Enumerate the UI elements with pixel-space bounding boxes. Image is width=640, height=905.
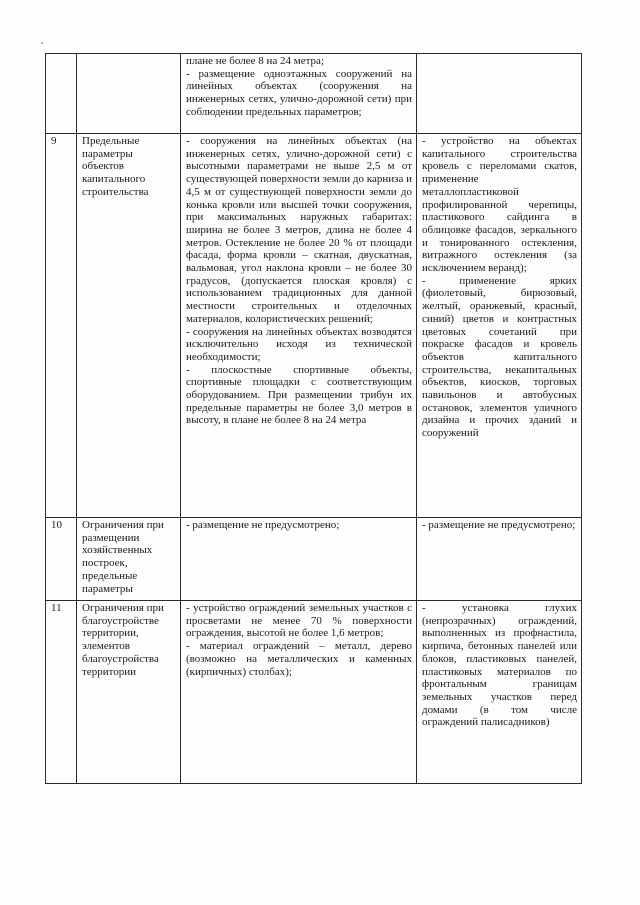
allowed-text-cell bbox=[181, 601, 417, 784]
row-number: 10 bbox=[46, 518, 77, 601]
cell-paragraph: - сооружения на линейных объектах возводятся исключительно исходя из технической необходимости; bbox=[186, 325, 412, 363]
row-title: Ограничения при благоустройстве территории, элементов благоустройства территории bbox=[77, 601, 181, 784]
cell-paragraph: - применение ярких (фиолетовый, бирюзовый, желтый, оранжевый, красный, синий) цветов и контрастных цветовых сочетаний при покраске фасадов и кровель объектов капитального строительства, некапитальных объектов, киосков, торговых павильонов и автобусных остановок, элементов уличного дизайна и прочих зданий и сооружений bbox=[422, 274, 577, 440]
restricted-text-cell bbox=[417, 54, 582, 134]
regulations-table bbox=[45, 53, 582, 784]
cell-paragraph: - материал ограждений – металл, дерево (возможно на металлических и каменных (кирпичных) столбах); bbox=[186, 640, 412, 678]
table-row bbox=[46, 601, 582, 784]
cell-paragraph: - размещение одноэтажных сооружений на линейных объектах (сооружения на инженерных сетях, улично-дорожной сети) при соблюдении предельных параметров; bbox=[186, 67, 412, 118]
table-row bbox=[46, 54, 582, 134]
row-number bbox=[46, 54, 77, 134]
cell-paragraph: - устройство ограждений земельных участков с просветами не менее 70 % поверхности ограждения, высотой не более 1,6 метров; bbox=[186, 602, 412, 640]
cell-paragraph: - сооружения на линейных объектах (на инженерных сетях, улично-дорожной сети) с высотными параметрами не выше 2,5 м от существующей поверхности земли до карниза и 4,5 м от существующей поверхности земли до конька кровли или высшей точки сооружения, при максимальных наружных габаритах: ширина не более 3 метров, длина не более 4 метров. Остекление не более 20 % от площади фасада, форма кровли – скатная, двускатная, вальмовая, угол наклона кровли – не более 30 градусов, (допускается плоская кровля) с использованием традиционных для данной местности строительных и отделочных материалов, колористических решений; bbox=[186, 135, 412, 325]
cell-paragraph: - установка глухих (непрозрачных) ограждений, выполненных из профнастила, кирпича, бетонных панелей или блоков, пластиковых панелей, пластиковых материалов по фронтальным границам земельных участков перед домами (в том числе ограждений палисадников) bbox=[422, 602, 577, 729]
row-title bbox=[77, 54, 181, 134]
restricted-text-cell bbox=[417, 601, 582, 784]
allowed-text-cell bbox=[181, 134, 417, 518]
row-number: 11 bbox=[46, 601, 77, 784]
row-title: Предельные параметры объектов капитального строительства bbox=[77, 134, 181, 518]
table-row bbox=[46, 134, 582, 518]
scan-speck bbox=[41, 42, 43, 44]
row-number: 9 bbox=[46, 134, 77, 518]
restricted-text-cell bbox=[417, 518, 582, 601]
cell-paragraph: - размещение не предусмотрено; bbox=[186, 519, 340, 531]
restricted-text-cell bbox=[417, 134, 582, 518]
cell-paragraph: плане не более 8 на 24 метра; bbox=[186, 55, 324, 67]
table-row bbox=[46, 518, 582, 601]
cell-paragraph: - плоскостные спортивные объекты, спортивные площадки с соответствующим оборудованием. При размещении трибун их предельные параметры не более 3,0 метров в высоту, в плане не более 8 на 24 метра bbox=[186, 363, 412, 427]
cell-paragraph: - устройство на объектах капитального строительства кровель с переломами скатов, применение металлопластиковой профилированной черепицы, пластикового сайдинга в облицовке фасадов, зеркального и тонированного остекления, витражного остекления (за исключением веранд); bbox=[422, 135, 577, 275]
allowed-text-cell bbox=[181, 518, 417, 601]
row-title: Ограничения при размещении хозяйственных построек, предельные параметры bbox=[77, 518, 181, 601]
cell-paragraph: - размещение не предусмотрено; bbox=[422, 519, 576, 531]
allowed-text-cell bbox=[181, 54, 417, 134]
